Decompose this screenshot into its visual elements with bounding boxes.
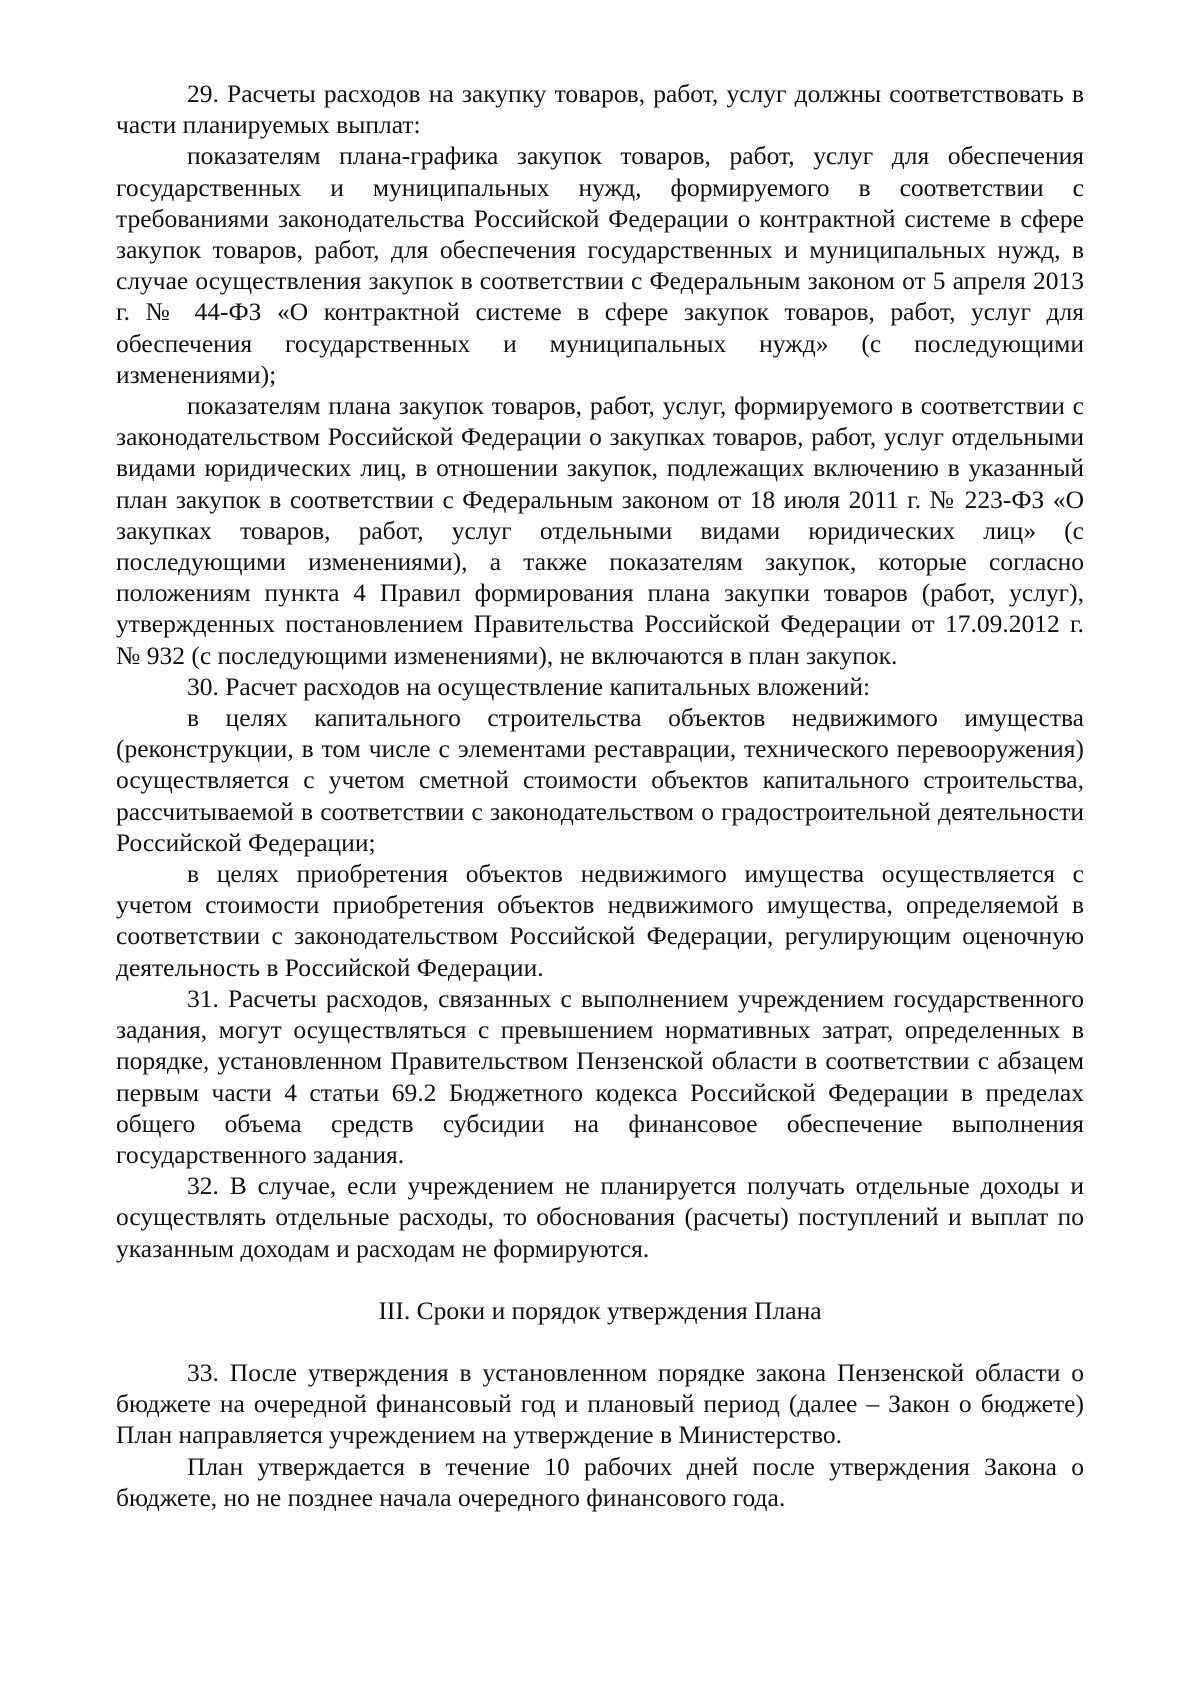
paragraph-29-intro: 29. Расчеты расходов на закупку товаров, работ, услуг должны соответствовать в части планируемых выплат:: [116, 79, 1084, 140]
paragraph-31: 31. Расчеты расходов, связанных с выполнением учреждением государственного задания, могут осуществляться с превышением нормативных затрат, определенных в порядке, установленном Правительством Пензенской области в соответствии с абзацем первым части 4 статьи 69.2 Бюджетного кодекса Российской Федерации в пределах общего объема средств субсидии на финансовое обеспечение выполнения государственного задания.: [116, 983, 1084, 1169]
paragraph-30-item-1: в целях капитального строительства объектов недвижимого имущества (реконструкции, в том числе с элементами реставрации, технического перевооружения) осуществляется с учетом сметной стоимости объектов капитального строительства, рассчитываемой в соответствии с законодательством о градостроительной деятельности Российской Федерации;: [116, 703, 1084, 857]
paragraph-32: 32. В случае, если учреждением не планируется получать отдельные доходы и осуществлять отдельные расходы, то обоснования (расчеты) поступлений и выплат по указанным доходам и расходам не формируются.: [116, 1171, 1084, 1263]
paragraph-29-item-1: показателям плана-графика закупок товаров, работ, услуг для обеспечения государственных и муниципальных нужд, формируемого в соответствии с требованиями законодательства Российской Федерации о контрактной системе в сфере закупок товаров, работ, для обеспечения государственных и муниципальных нужд, в случае осуществления закупок в соответствии с Федеральным законом от 5 апреля 2013 г. № 44-ФЗ «О контрактной системе в сфере закупок товаров, работ, услуг для обеспечения государственных и муниципальных нужд» (с последующими изменениями);: [116, 141, 1084, 389]
document-page: [116, 78, 1084, 1513]
paragraph-30-item-2: в целях приобретения объектов недвижимого имущества осуществляется с учетом стоимости приобретения объектов недвижимого имущества, определяемой в соответствии с законодательством Российской Федерации, регулирующим оценочную деятельность в Российской Федерации.: [116, 859, 1084, 982]
paragraph-33: 33. После утверждения в установленном порядке закона Пензенской области о бюджете на очередной финансовый год и плановый период (далее – Закон о бюджете) План направляется учреждением на утверждение в Министерство.: [116, 1357, 1084, 1450]
paragraph-33-item-2: План утверждается в течение 10 рабочих дней после утверждения Закона о бюджете, но не позднее начала очередного финансового года.: [116, 1451, 1084, 1512]
section-heading: III. Сроки и порядок утверждения Плана: [378, 1295, 822, 1325]
paragraph-29-item-2: показателям плана закупок товаров, работ, услуг, формируемого в соответствии с законодательством Российской Федерации о закупках товаров, работ, услуг отдельными видами юридических лиц, в отношении закупок, подлежащих включению в указанный план закупок в соответствии с Федеральным законом от 18 июля 2011 г. № 223-ФЗ «О закупках товаров, работ, услуг отдельными видами юридических лиц» (с последующими изменениями), а также показателям закупок, которые согласно положениям пункта 4 Правил формирования плана закупки товаров (работ, услуг), утвержденных постановлением Правительства Российской Федерации от 17.09.2012 г. № 932 (с последующими изменениями), не включаются в план закупок.: [116, 391, 1084, 670]
paragraph-30-intro: 30. Расчет расходов на осуществление капитальных вложений:: [187, 671, 871, 701]
